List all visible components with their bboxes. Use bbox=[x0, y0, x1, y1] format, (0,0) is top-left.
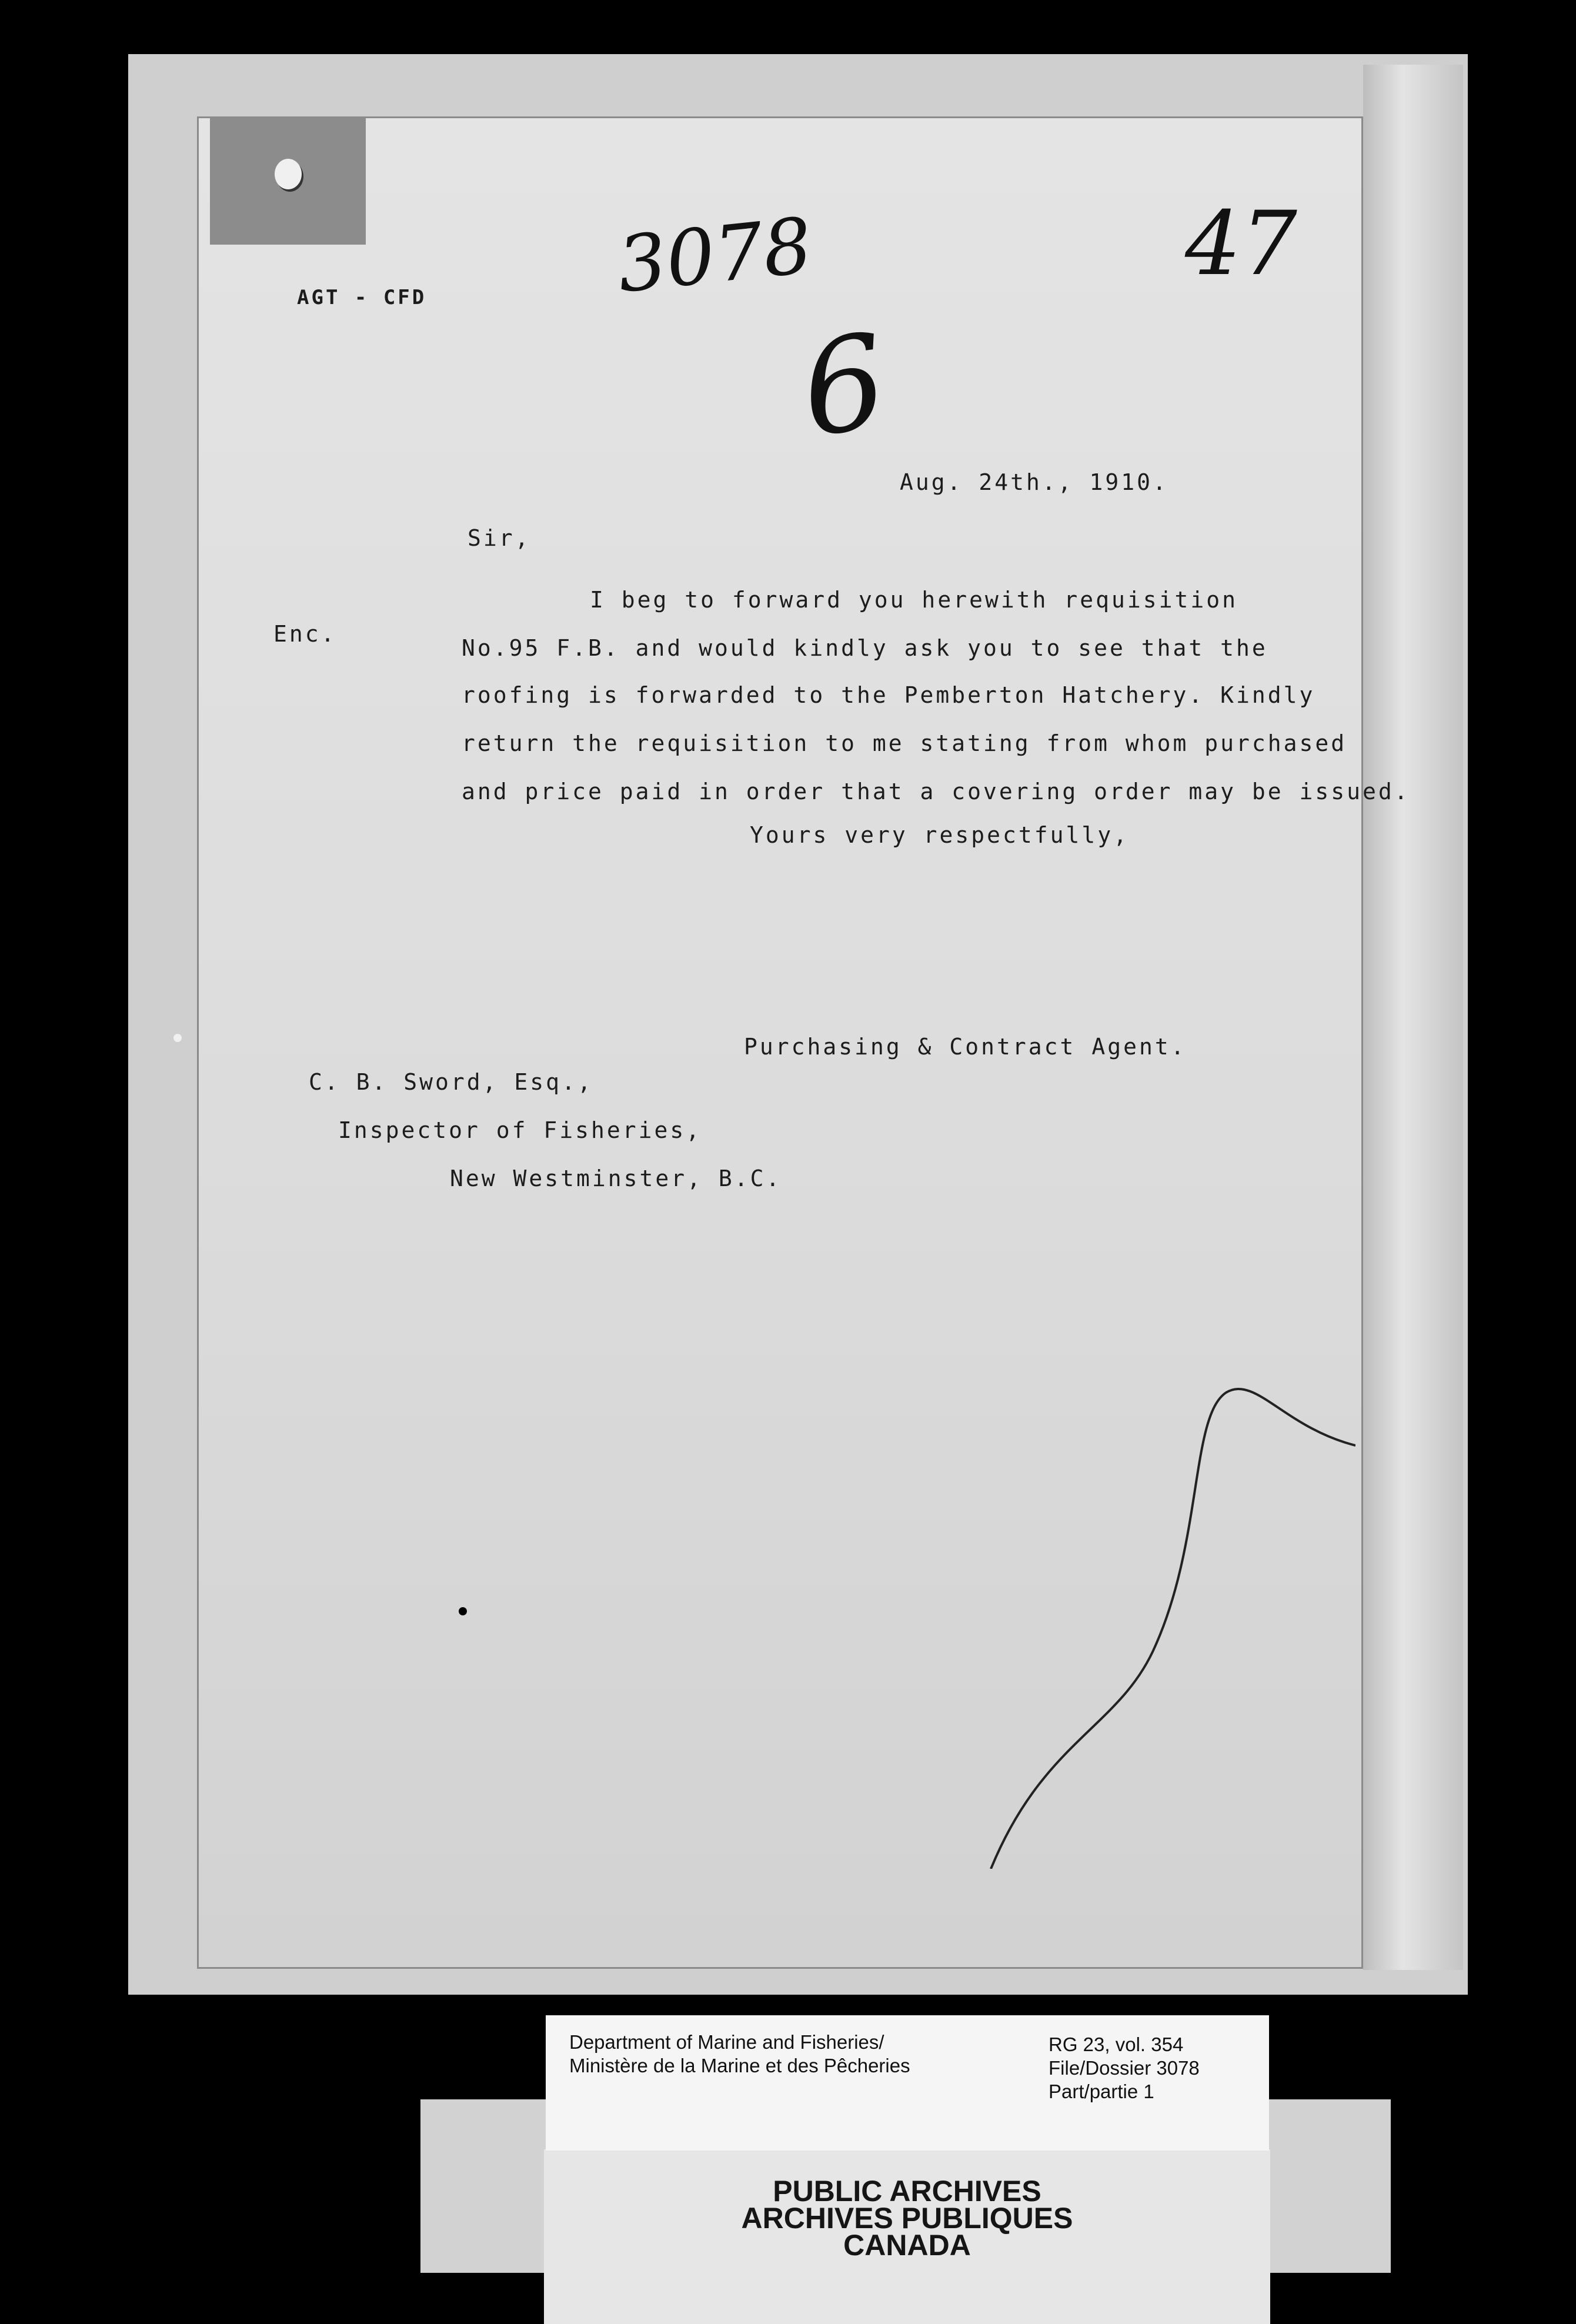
corner-tab bbox=[210, 116, 366, 245]
record-group: RG 23, vol. 354 bbox=[1049, 2034, 1184, 2055]
signature-title: Purchasing & Contract Agent. bbox=[744, 1034, 1187, 1060]
film-speck bbox=[173, 1034, 182, 1042]
part-number: Part/partie 1 bbox=[1049, 2081, 1154, 2102]
enclosure-note: Enc. bbox=[273, 621, 337, 647]
stamp-line-3: CANADA bbox=[843, 2229, 971, 2262]
stamp-line-1: PUBLIC ARCHIVES bbox=[773, 2175, 1041, 2208]
paper-clip-mark bbox=[275, 159, 302, 189]
stamp-line-2: ARCHIVES PUBLIQUES bbox=[741, 2202, 1073, 2235]
handwritten-page-number: 47 bbox=[1185, 193, 1297, 295]
archive-label-card bbox=[546, 2015, 1269, 2151]
body-line-2: No.95 F.B. and would kindly ask you to see that the bbox=[462, 635, 1268, 661]
archive-stamp bbox=[544, 2149, 1270, 2324]
file-number: File/Dossier 3078 bbox=[1049, 2057, 1200, 2079]
handwritten-mark: 6 bbox=[792, 305, 896, 466]
department-french: Ministère de la Marine et des Pêcheries bbox=[569, 2055, 910, 2076]
body-line-5: and price paid in order that a covering order may be issued. bbox=[462, 779, 1410, 804]
letter-page bbox=[197, 116, 1410, 1969]
department-english: Department of Marine and Fisheries/ bbox=[569, 2031, 884, 2053]
handwritten-file-number: 3078 bbox=[613, 201, 816, 310]
paper-speck bbox=[459, 1607, 467, 1615]
addressee-title: Inspector of Fisheries, bbox=[338, 1117, 702, 1143]
letter-date: Aug. 24th., 1910. bbox=[900, 469, 1168, 495]
closing: Yours very respectfully, bbox=[750, 822, 1130, 848]
backing-sheet-edge bbox=[1363, 65, 1463, 1970]
reference-code: AGT - CFD bbox=[297, 286, 427, 309]
hair-line-mark bbox=[979, 1363, 1355, 1869]
body-line-1: I beg to forward you herewith requisition bbox=[590, 587, 1238, 613]
addressee-location: New Westminster, B.C. bbox=[450, 1166, 782, 1191]
body-line-3: roofing is forwarded to the Pemberton Hatchery. Kindly bbox=[462, 682, 1315, 708]
body-line-4: return the requisition to me stating from whom purchased bbox=[462, 730, 1347, 756]
addressee-name: C. B. Sword, Esq., bbox=[309, 1069, 593, 1095]
salutation: Sir, bbox=[468, 525, 531, 551]
